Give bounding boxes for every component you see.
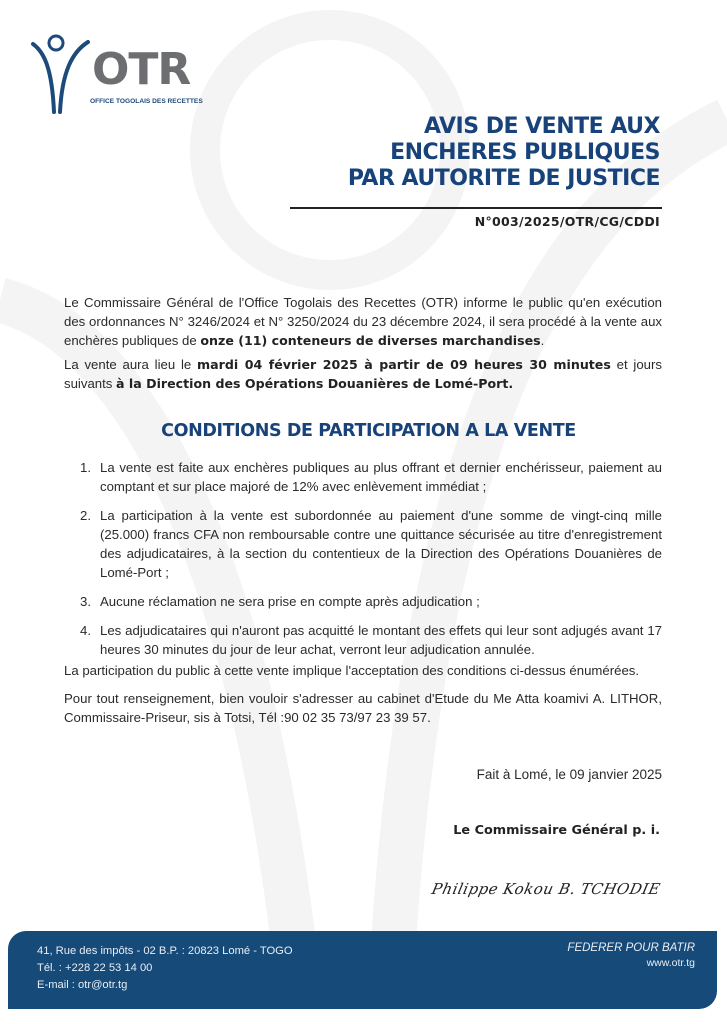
signature: Philippe Kokou B. TCHODIE (429, 880, 662, 898)
signatory-title: Le Commissaire Général p. i. (453, 823, 660, 838)
condition-text: Les adjudicataires qui n'auront pas acquitté le montant des effets qui leur sont adjugés avant 17 heures 30 minutes du jour de leur achat, verront leur adjudication annulée. (100, 623, 662, 657)
reference-number: N°003/2025/OTR/CG/CDDI (474, 214, 660, 229)
intro-end: . (540, 333, 545, 348)
intro-bold-goods: onze (11) conteneurs de diverses marchandises (200, 333, 541, 348)
person-y-figure-icon (30, 32, 92, 114)
condition-text: Aucune réclamation ne sera prise en compte après adjudication ; (100, 594, 480, 609)
place-and-date: Fait à Lomé, le 09 janvier 2025 (476, 767, 662, 782)
document-title (348, 114, 660, 192)
conditions-list (80, 458, 662, 669)
intro-paragraph-1 (64, 293, 662, 350)
title-line-1: AVIS DE VENTE AUX (423, 114, 660, 139)
condition-number: 3. (80, 594, 91, 609)
footer-email[interactable]: E-mail : otr@otr.tg (37, 979, 128, 991)
logo-subtitle: OFFICE TOGOLAIS DES RECETTES (90, 98, 203, 105)
sale-date: mardi 04 février 2025 à partir de 09 heures 30 minutes (197, 357, 611, 372)
footer-motto: FEDERER POUR BATIR (567, 942, 695, 954)
condition-item (80, 592, 662, 611)
sale-date-mid: et jours suivants (64, 357, 662, 391)
condition-text: La participation à la vente est subordonnée au paiement d'une somme de vingt-cinq mille (25.000) francs CFA non remboursable contre une quittance sécurisée au titre d'enregistrement des adjudicataires, à la section du contentieux de la Direction des Opérations Douanières de Lomé-Port ; (100, 508, 662, 580)
title-line-2: ENCHERES PUBLIQUES (390, 140, 660, 165)
conditions-heading: CONDITIONS DE PARTICIPATION A LA VENTE (161, 421, 576, 441)
condition-number: 4. (80, 623, 91, 638)
intro-paragraph-2 (64, 355, 662, 393)
title-divider (290, 207, 662, 209)
footer-phone: Tél. : +228 22 53 14 00 (37, 962, 153, 974)
footer-address: 41, Rue des impôts - 02 B.P. : 20823 Lomé - TOGO (37, 945, 293, 957)
condition-item (80, 458, 662, 496)
contact-paragraph: Pour tout renseignement, bien vouloir s'adresser au cabinet d'Etude du Me Atta koamivi A. LITHOR, Commissaire-Priseur, sis à Totsi, Tél :90 02 35 73/97 23 39 57. (64, 691, 662, 725)
title-line-3: PAR AUTORITE DE JUSTICE (347, 166, 660, 191)
intro-text: Le Commissaire Général de l'Office Togolais des Recettes (OTR) informe le public qu'en exécution des ordonnances N° 3246/2024 et N° 3250/2024 du 23 décembre 2024, il sera procédé à la vente aux enchères publiques de (64, 295, 662, 348)
condition-item (80, 506, 662, 582)
sale-location: à la Direction des Opérations Douanières de Lomé-Port. (116, 376, 514, 391)
sale-date-lead: La vente aura lieu le (64, 357, 198, 372)
condition-text: La vente est faite aux enchères publiques au plus offrant et dernier enchérisseur, paiement au comptant et sur place majoré de 12% avec enlèvement immédiat ; (100, 460, 662, 494)
footer-branding (567, 941, 695, 970)
condition-item (80, 621, 662, 659)
condition-number: 1. (80, 460, 91, 475)
logo-wordmark: OTR (92, 44, 191, 95)
condition-number: 2. (80, 508, 91, 523)
footer-banner (8, 931, 717, 1009)
acceptance-paragraph: La participation du public à cette vente implique l'acceptation des conditions ci-dessus énumérées. (64, 663, 640, 678)
otr-logo (30, 32, 203, 112)
footer-website-link[interactable]: www.otr.tg (646, 957, 695, 969)
footer-contact (37, 943, 293, 994)
